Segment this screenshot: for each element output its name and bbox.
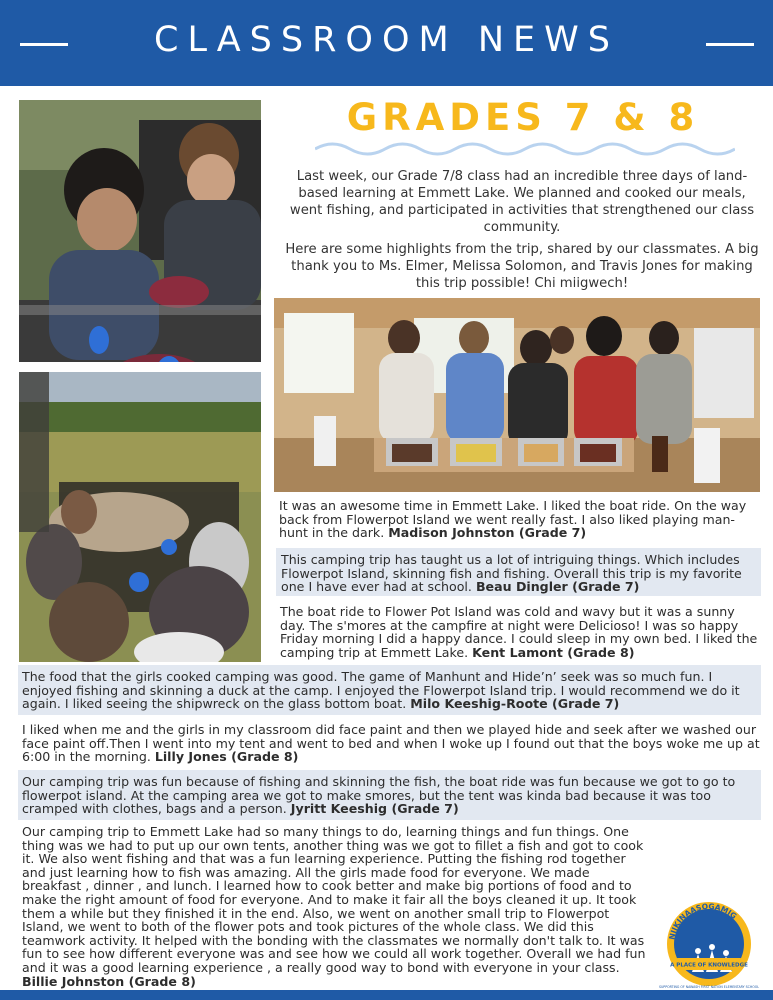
entry-text: I liked when me and the girls in my classroom did face paint and then we played hide and seek after we washed our face paint off.Then I went into my tent and went to bed and when I woke up I found out that the boys woke me up at 6:00 in the morning. xyxy=(22,722,760,765)
entry-author: Jyritt Keeshig (Grade 7) xyxy=(290,801,459,817)
intro-paragraph: Here are some highlights from the trip, shared by our classmates. A big thank you to Ms. Elmer, Melissa Solomon, and Travis Jones for making this trip possible! Chi miigwech! xyxy=(285,242,759,291)
logo-subtitle: SUPPORTING OF NAWASH FIRST NATION ELEMENTARY SCHOOL xyxy=(658,985,760,989)
entry-author: Milo Keeshig-Roote (Grade 7) xyxy=(410,696,620,712)
photo-group-kitchen xyxy=(274,298,760,492)
intro-text xyxy=(282,168,762,297)
entry-text: It was an awesome time in Emmett Lake. I liked the boat ride. On the way back from Flowerpot Island we went really fast. I also liked playing man-hunt in the dark. xyxy=(279,498,747,541)
entry-text: This camping trip has taught us a lot of intriguing things. Which includes Flowerpot Island, skinning fish and fishing. Overall this trip is my favorite one I have ever had at school. xyxy=(281,552,742,595)
entry-text: Our camping trip was fun because of fishing and skinning the fish, the boat ride was fun because we got to go to flowerpot island. At the camping area we got to make smores, but the tent was kinda bad because it was too cramped with clothes, bags and a person. xyxy=(22,774,736,817)
logo-name: NIIKINAASOGAMIG xyxy=(667,901,739,941)
intro-paragraph: Last week, our Grade 7/8 class had an incredible three days of land-based learning at Emmett Lake. We planned and cooked our meals, went fishing, and participated in activities that strengthened our class community. xyxy=(289,169,755,235)
entry-text: The boat ride to Flower Pot Island was cold and wavy but it was a sunny day. The s'mores at the campfire at night were Delicioso! I was so happy Friday morning I did a happy dance. I could sleep in my own bed. I liked the camping trip at Emmett Lake. xyxy=(280,604,758,660)
student-entry xyxy=(22,723,762,764)
student-entry xyxy=(18,770,761,820)
photo-fish-skinning xyxy=(19,100,261,362)
photo-outdoor-table xyxy=(19,372,261,662)
page-header xyxy=(0,0,773,86)
header-rule-right xyxy=(706,43,754,46)
entry-author: Kent Lamont (Grade 8) xyxy=(472,644,635,660)
student-entry xyxy=(279,499,761,540)
student-entry xyxy=(22,825,762,993)
student-entry xyxy=(276,548,761,596)
entry-author: Lilly Jones (Grade 8) xyxy=(154,749,299,765)
wave-divider xyxy=(315,139,735,159)
entry-author: Beau Dingler (Grade 7) xyxy=(475,579,640,595)
school-logo xyxy=(654,898,764,990)
student-entry xyxy=(18,665,761,715)
entry-text: The food that the girls cooked camping was good. The game of Manhunt and Hide’n’ seek was so much fun. I enjoyed fishing and skinning a duck at the camp. I enjoyed the Flowerpot Island trip. I would recommend we do it again. I liked seeing the shipwreck on the glass bottom boat. xyxy=(22,669,740,712)
entry-text: Our camping trip to Emmett Lake had so many things to do, learning things and fun things. One thing was we had to put up our own tents, another thing was we got to fillet a fish and got to cook it. We also went fishing and that was a fun learning experience. Putting the fishing rod together and just learning how to fish was amazing. All the girls made food for everyone. We made breakfast , dinner , and lunch. I learned how to cook better and make big portions of food and to make the right amount of food for everyone. And to make it fair all the boys cleaned it up. It took them a while but they finished it in the end. Also, we went on another small trip to Flowerpot Island, we went to both of the flower pots and took pictures of the whole class. We did this teamwork activity. It helped with the bonding with the classmates we normally don't talk to. It was fun to see how different everyone was and see how we could all work together. Overall we had fun and it was a good learning experience , a really good way to bond with everyone in your class. xyxy=(22,824,646,975)
footer-bar xyxy=(0,990,773,1000)
logo-tagline: A PLACE OF KNOWLEDGE xyxy=(670,962,748,969)
page-title: CLASSROOM NEWS xyxy=(154,20,619,60)
entry-author: Madison Johnston (Grade 7) xyxy=(388,525,587,541)
entry-author: Billie Johnston (Grade 8) xyxy=(22,973,196,989)
student-entry xyxy=(280,605,761,659)
section-heading: GRADES 7 & 8 xyxy=(346,96,700,139)
